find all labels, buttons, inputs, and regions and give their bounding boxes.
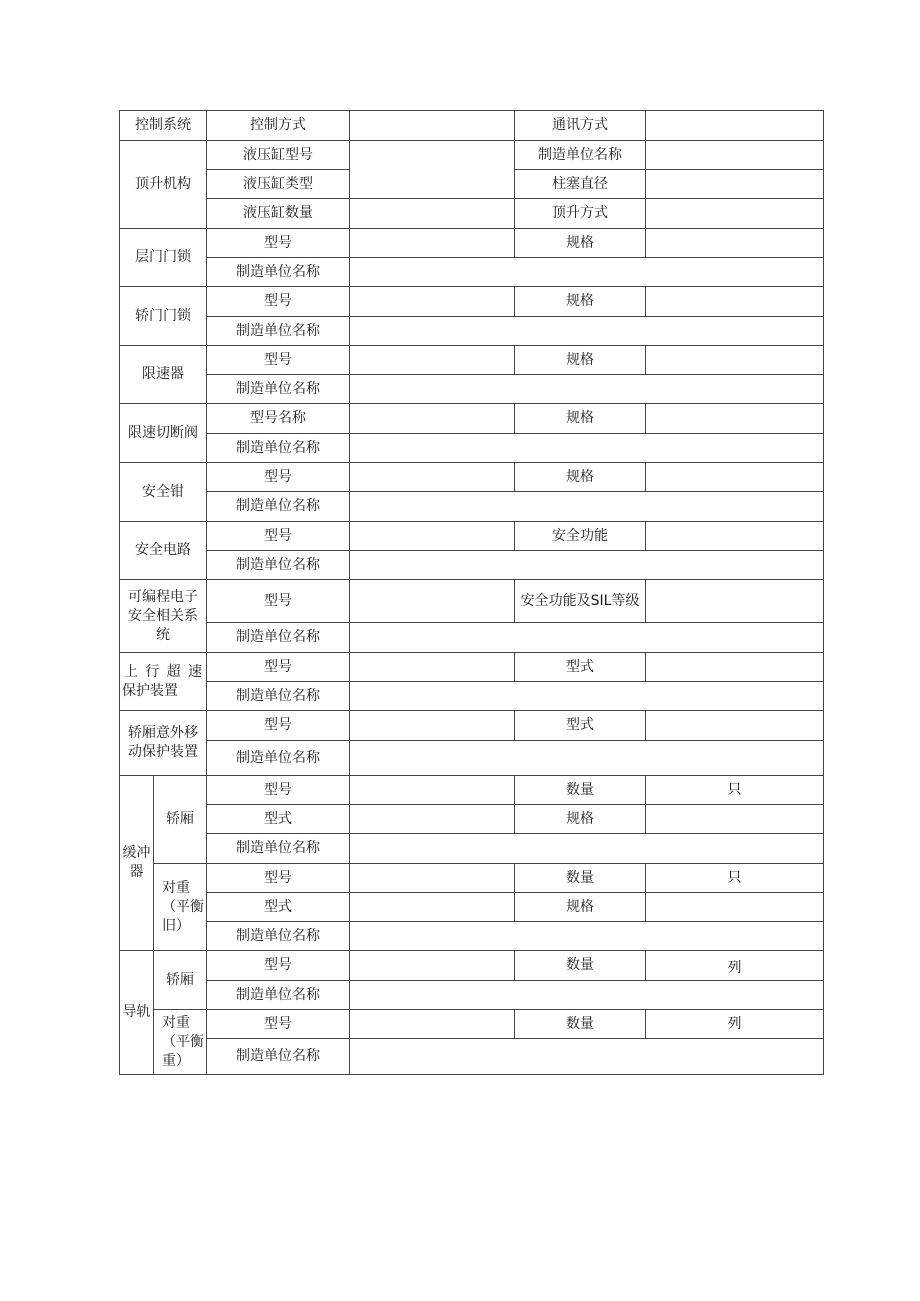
- rail-car-qty-value[interactable]: 列: [646, 951, 824, 981]
- landing-lock-maker-label: 制造单位名称: [207, 258, 350, 287]
- rail-car-maker-label: 制造单位名称: [207, 981, 350, 1010]
- safety-circuit-model-label: 型号: [207, 522, 350, 551]
- buffer-cw-form-label: 型式: [207, 893, 350, 922]
- governor-model-value[interactable]: [350, 346, 515, 375]
- rail-car-model-label: 型号: [207, 951, 350, 981]
- safety-circuit-func-label: 安全功能: [515, 522, 646, 551]
- buffer-car-spec-value[interactable]: [646, 805, 824, 834]
- landing-lock-model-label: 型号: [207, 229, 350, 258]
- lift-mode-label: 顶升方式: [515, 199, 646, 229]
- landing-lock-model-value[interactable]: [350, 229, 515, 258]
- governor-model-label: 型号: [207, 346, 350, 375]
- plunger-diameter-value[interactable]: [646, 170, 824, 199]
- buffer-car-spec-label: 规格: [515, 805, 646, 834]
- buffer-car-qty-label: 数量: [515, 776, 646, 805]
- landing-door-lock-label: 层门门锁: [120, 229, 207, 287]
- landing-lock-spec-value[interactable]: [646, 229, 824, 258]
- buffer-label: 缓冲器: [120, 776, 154, 951]
- buffer-cw-label: 对重（平衡旧）: [154, 864, 207, 951]
- ascending-overspeed-label: [120, 653, 207, 711]
- buffer-car-model-value[interactable]: [350, 776, 515, 805]
- rail-cw-maker-label: 制造单位名称: [207, 1039, 350, 1075]
- ucmp-maker-value[interactable]: [350, 741, 824, 776]
- comm-mode-label: 通讯方式: [515, 111, 646, 141]
- governor-maker-value[interactable]: [350, 375, 824, 404]
- rail-car-label: 轿厢: [154, 951, 207, 1010]
- cylinder-count-value[interactable]: [350, 199, 515, 229]
- rupture-valve-model-label: 型号名称: [207, 404, 350, 434]
- buffer-cw-maker-label: 制造单位名称: [207, 922, 350, 951]
- rail-cw-model-value[interactable]: [350, 1010, 515, 1039]
- rupture-valve-maker-label: 制造单位名称: [207, 434, 350, 463]
- buffer-cw-spec-label: 规格: [515, 893, 646, 922]
- buffer-cw-model-label: 型号: [207, 864, 350, 893]
- jack-maker-label: 制造单位名称: [515, 141, 646, 170]
- plunger-diameter-label: 柱塞直径: [515, 170, 646, 199]
- ascending-model-label: 型号: [207, 653, 350, 682]
- safety-gear-model-label: 型号: [207, 463, 350, 492]
- safety-gear-spec-label: 规格: [515, 463, 646, 492]
- car-lock-maker-value[interactable]: [350, 317, 824, 346]
- ucmp-form-value[interactable]: [646, 711, 824, 741]
- rupture-valve-model-value[interactable]: [350, 404, 515, 434]
- ucmp-maker-label: 制造单位名称: [207, 741, 350, 776]
- cylinder-type-label: 液压缸类型: [207, 170, 350, 199]
- guide-rail-label: 导轨: [120, 951, 154, 1075]
- rail-cw-maker-value[interactable]: [350, 1039, 824, 1075]
- lift-mode-value[interactable]: [646, 199, 824, 229]
- safety-gear-maker-label: 制造单位名称: [207, 492, 350, 522]
- governor-maker-label: 制造单位名称: [207, 375, 350, 404]
- ascending-form-label: 型式: [515, 653, 646, 682]
- pessral-func-label: 安全功能及SIL等级: [515, 580, 646, 623]
- buffer-cw-form-value[interactable]: [350, 893, 515, 922]
- rail-car-maker-value[interactable]: [350, 981, 824, 1010]
- ascending-model-value[interactable]: [350, 653, 515, 682]
- buffer-car-label: 轿厢: [154, 776, 207, 864]
- ucmp-label: 轿厢意外移动保护装置: [120, 711, 207, 776]
- rupture-valve-maker-value[interactable]: [350, 434, 824, 463]
- cylinder-model-label: 液压缸型号: [207, 141, 350, 170]
- buffer-cw-qty-label: 数量: [515, 864, 646, 893]
- pessral-model-label: 型号: [207, 580, 350, 623]
- safety-gear-maker-value[interactable]: [350, 492, 824, 522]
- control-mode-value[interactable]: [350, 111, 515, 141]
- control-mode-label: 控制方式: [207, 111, 350, 141]
- rupture-valve-spec-label: 规格: [515, 404, 646, 434]
- buffer-car-maker-label: 制造单位名称: [207, 834, 350, 864]
- control-system-label: 控制系统: [120, 111, 207, 141]
- buffer-car-form-value[interactable]: [350, 805, 515, 834]
- cylinder-model-value[interactable]: [350, 141, 515, 199]
- equipment-info-table: [119, 110, 824, 1075]
- buffer-cw-model-value[interactable]: [350, 864, 515, 893]
- rail-cw-model-label: 型号: [207, 1010, 350, 1039]
- governor-spec-label: 规格: [515, 346, 646, 375]
- safety-gear-label: 安全钳: [120, 463, 207, 522]
- pessral-maker-value[interactable]: [350, 623, 824, 653]
- ascending-maker-value[interactable]: [350, 682, 824, 711]
- rupture-valve-spec-value[interactable]: [646, 404, 824, 434]
- ucmp-model-label: 型号: [207, 711, 350, 741]
- buffer-car-maker-value[interactable]: [350, 834, 824, 864]
- ascending-maker-label: 制造单位名称: [207, 682, 350, 711]
- governor-label: 限速器: [120, 346, 207, 404]
- ascending-overspeed-line2: 保护装置: [122, 682, 178, 699]
- buffer-cw-qty-value[interactable]: 只: [646, 864, 824, 893]
- pessral-maker-label: 制造单位名称: [207, 623, 350, 653]
- rail-car-model-value[interactable]: [350, 951, 515, 981]
- car-lock-model-value[interactable]: [350, 287, 515, 317]
- jacking-mechanism-label: 顶升机构: [120, 141, 207, 229]
- rail-cw-qty-value[interactable]: 列: [646, 1010, 824, 1039]
- safety-circuit-func-value[interactable]: [646, 522, 824, 551]
- car-lock-spec-value[interactable]: [646, 287, 824, 317]
- ucmp-form-label: 型式: [515, 711, 646, 741]
- safety-gear-spec-value[interactable]: [646, 463, 824, 492]
- ascending-form-value[interactable]: [646, 653, 824, 682]
- pessral-model-value[interactable]: [350, 580, 515, 623]
- landing-lock-maker-value[interactable]: [350, 258, 824, 287]
- pessral-label: 可编程电子安全相关系统: [120, 580, 207, 653]
- car-lock-maker-label: 制造单位名称: [207, 317, 350, 346]
- car-lock-spec-label: 规格: [515, 287, 646, 317]
- car-lock-model-label: 型号: [207, 287, 350, 317]
- pessral-func-value[interactable]: [646, 580, 824, 623]
- rupture-valve-label: 限速切断阀: [120, 404, 207, 463]
- jack-maker-value[interactable]: [646, 141, 824, 170]
- ascending-overspeed-line1: 上行超速: [124, 663, 202, 680]
- buffer-car-model-label: 型号: [207, 776, 350, 805]
- car-door-lock-label: 轿门门锁: [120, 287, 207, 346]
- rail-cw-qty-label: 数量: [515, 1010, 646, 1039]
- safety-circuit-model-value[interactable]: [350, 522, 515, 551]
- landing-lock-spec-label: 规格: [515, 229, 646, 258]
- buffer-car-form-label: 型式: [207, 805, 350, 834]
- governor-spec-value[interactable]: [646, 346, 824, 375]
- cylinder-count-label: 液压缸数量: [207, 199, 350, 229]
- comm-mode-value[interactable]: [646, 111, 824, 141]
- buffer-cw-spec-value[interactable]: [646, 893, 824, 922]
- rail-cw-label: 对重（平衡重）: [154, 1010, 207, 1075]
- safety-circuit-label: 安全电路: [120, 522, 207, 580]
- safety-circuit-maker-label: 制造单位名称: [207, 551, 350, 580]
- rail-car-qty-label: 数量: [515, 951, 646, 981]
- buffer-cw-maker-value[interactable]: [350, 922, 824, 951]
- safety-gear-model-value[interactable]: [350, 463, 515, 492]
- ucmp-model-value[interactable]: [350, 711, 515, 741]
- safety-circuit-maker-value[interactable]: [350, 551, 824, 580]
- buffer-car-qty-value[interactable]: 只: [646, 776, 824, 805]
